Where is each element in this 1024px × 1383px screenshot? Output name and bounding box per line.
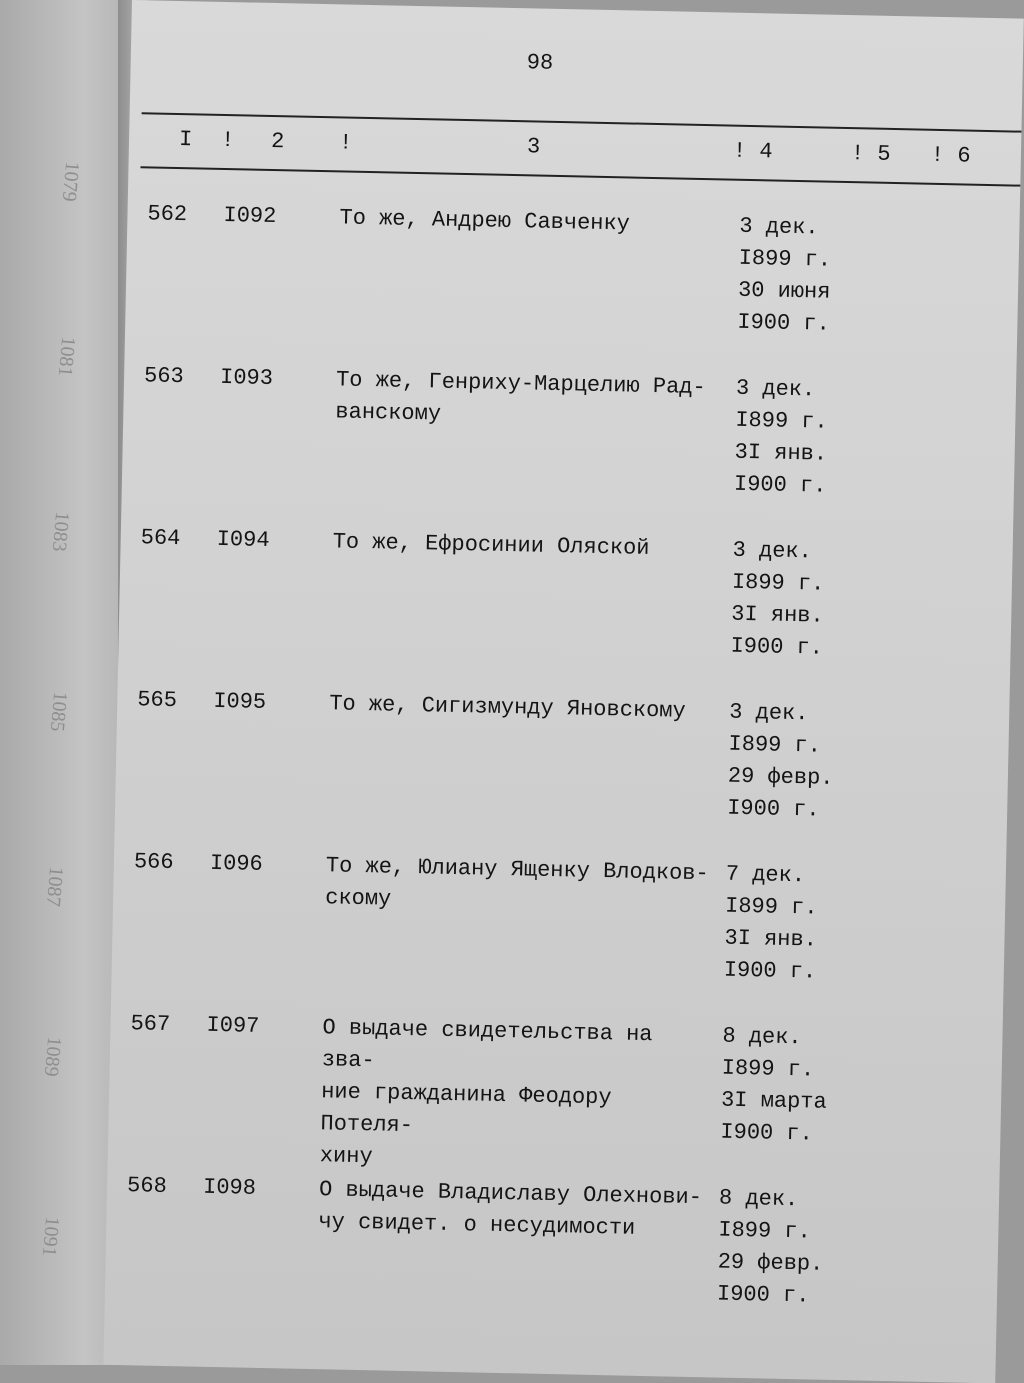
record-title: То же, Ефросинии Оляской (332, 529, 650, 561)
file-number: I093 (219, 364, 274, 392)
table-row (118, 522, 1013, 701)
table-row (111, 846, 1006, 1025)
record-dates: 3 дек. I899 г. 3I янв. I900 г. (733, 375, 828, 499)
record-number: 562 (147, 201, 188, 228)
record-dates: 3 дек. I899 г. 29 февр. I900 г. (726, 699, 834, 823)
margin-number: 1085 (45, 690, 72, 733)
file-number: I098 (202, 1174, 257, 1201)
table-row (121, 360, 1016, 539)
margin-number: 1091 (37, 1215, 64, 1258)
record-title: То же, Юлиану Ященку Влодков- скому (324, 853, 709, 912)
record-number: 565 (137, 687, 178, 714)
column-separator: ! (338, 130, 353, 156)
record-number: 564 (140, 525, 181, 552)
record-dates: 7 дек. I899 г. 3I янв. I900 г. (723, 861, 818, 985)
margin-number: 1089 (39, 1035, 66, 1078)
record-dates: 3 дек. I899 г. 3I янв. I900 г. (730, 537, 825, 661)
record-dates: 8 дек. I899 г. 29 февр. I900 г. (716, 1185, 824, 1309)
record-title: О выдаче Владиславу Олехнови- чу свидет. о несудимости (318, 1177, 703, 1241)
margin-number: 1079 (57, 160, 84, 203)
file-number: I097 (206, 1012, 260, 1039)
table-row (125, 198, 1020, 377)
file-number: I095 (213, 688, 267, 715)
record-dates: 3 дек. I899 г. 30 июня I900 г. (737, 213, 832, 337)
record-number: 567 (130, 1011, 171, 1038)
column-header-4: ! 4 (732, 138, 773, 165)
column-header-2: 2 (270, 128, 285, 155)
page-number: 98 (526, 50, 554, 76)
document-page (103, 0, 1023, 1383)
file-number: I094 (216, 526, 270, 553)
file-number: I092 (223, 202, 277, 230)
record-dates: 8 дек. I899 г. 3I марта I900 г. (720, 1023, 827, 1147)
column-header-1: I (178, 127, 193, 153)
record-title: О выдаче свидетельства на зва- ние гражданина Феодору Потеля- хину (319, 1015, 653, 1170)
record-title: То же, Андрею Савченку (339, 205, 631, 237)
table-row (108, 1008, 1003, 1187)
margin-number: 1087 (41, 865, 68, 908)
margin-number: 1081 (53, 335, 80, 378)
column-header-6: ! 6 (930, 142, 971, 169)
table-row (104, 1170, 999, 1349)
column-header-5: ! 5 (850, 141, 891, 167)
record-number: 563 (143, 363, 184, 390)
column-separator: ! (220, 127, 235, 154)
record-title: То же, Сигизмунду Яновскому (329, 691, 686, 724)
table-row (114, 684, 1009, 863)
record-title: То же, Генриху-Марцелию Рад- ванскому (335, 367, 706, 427)
column-header-3: 3 (526, 134, 541, 160)
record-number: 568 (126, 1173, 168, 1199)
margin-number: 1083 (47, 510, 74, 553)
file-number: I096 (209, 850, 263, 877)
record-number: 566 (133, 849, 174, 876)
header-bottom-rule (140, 166, 1020, 186)
